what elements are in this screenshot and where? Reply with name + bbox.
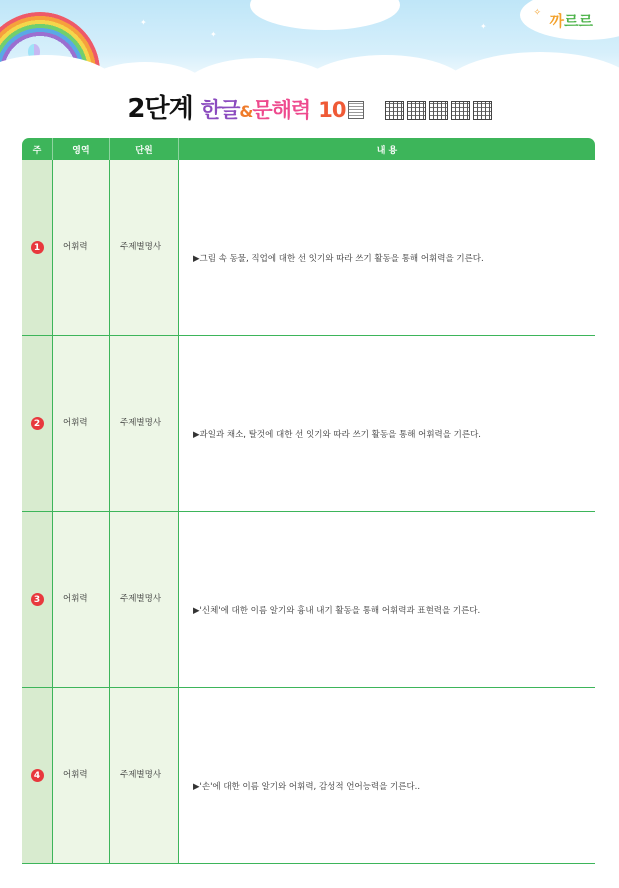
week-number-badge: 4: [31, 769, 44, 782]
unit-text: 주제별명사: [120, 770, 162, 780]
brand-logo: 까르르: [549, 12, 593, 30]
header-area: 영역: [53, 138, 110, 160]
unit-text: 주제별명사: [120, 594, 162, 604]
header-sky-banner: [0, 0, 619, 95]
unit-text: 주제별명사: [120, 242, 162, 252]
content-cell: [179, 512, 595, 687]
star-icon: ✦: [210, 30, 217, 39]
week-cell: [22, 688, 53, 863]
area-cell: [53, 512, 110, 687]
sparkle-icon: ✧: [533, 8, 541, 18]
header-unit: 단원: [110, 138, 179, 160]
content-cell: [179, 336, 595, 511]
unit-text: 주제별명사: [120, 418, 162, 428]
unit-cell: [110, 160, 179, 335]
unit-cell: [110, 512, 179, 687]
title-ampersand: &: [239, 102, 253, 121]
week-number-badge: 1: [31, 241, 44, 254]
header-week: 주: [22, 138, 53, 160]
area-cell: [53, 336, 110, 511]
content-text: ▶'신체'에 대한 이름 알기와 흉내 내기 활동을 통해 어휘력과 표현력을 기른다.: [193, 606, 481, 616]
week-cell: [22, 512, 53, 687]
title-ten: 10: [318, 98, 346, 122]
star-icon: ✦: [480, 22, 487, 31]
area-text: 어휘력: [63, 770, 88, 780]
table-row: [22, 336, 595, 512]
table-row: [22, 160, 595, 336]
content-cell: [179, 160, 595, 335]
table-row: [22, 512, 595, 688]
star-icon: ✦: [330, 10, 337, 19]
table-header: [22, 138, 595, 160]
area-text: 어휘력: [63, 418, 88, 428]
area-cell: [53, 160, 110, 335]
week-cell: [22, 336, 53, 511]
table-row: [22, 688, 595, 864]
week-cell: [22, 160, 53, 335]
unit-cell: [110, 336, 179, 511]
title-hangul: 한글: [200, 98, 240, 122]
cloud-decoration: [250, 0, 400, 30]
area-text: 어휘력: [63, 594, 88, 604]
content-text: ▶과일과 채소, 탈것에 대한 선 잇기와 따라 쓰기 활동을 통해 어휘력을 기른다.: [193, 430, 481, 440]
title-step: 2단계: [127, 94, 193, 124]
title-ten-box-icon: [348, 101, 364, 119]
page-title: [0, 88, 619, 125]
week-number-badge: 2: [31, 417, 44, 430]
content-cell: [179, 688, 595, 863]
unit-cell: [110, 688, 179, 863]
header-content: 내 용: [376, 145, 398, 156]
title-munhae: 문해력: [252, 98, 311, 122]
star-icon: ✦: [140, 18, 147, 27]
title-plan-logo: [382, 95, 492, 125]
curriculum-table: [22, 138, 595, 864]
week-number-badge: 3: [31, 593, 44, 606]
area-text: 어휘력: [63, 242, 88, 252]
content-text: ▶'손'에 대한 이름 알기와 어휘력, 감성적 언어능력을 기른다..: [193, 782, 421, 792]
content-text: ▶그림 속 동물, 직업에 대한 선 잇기와 따라 쓰기 활동을 통해 어휘력을 기른다.: [193, 254, 484, 264]
area-cell: [53, 688, 110, 863]
